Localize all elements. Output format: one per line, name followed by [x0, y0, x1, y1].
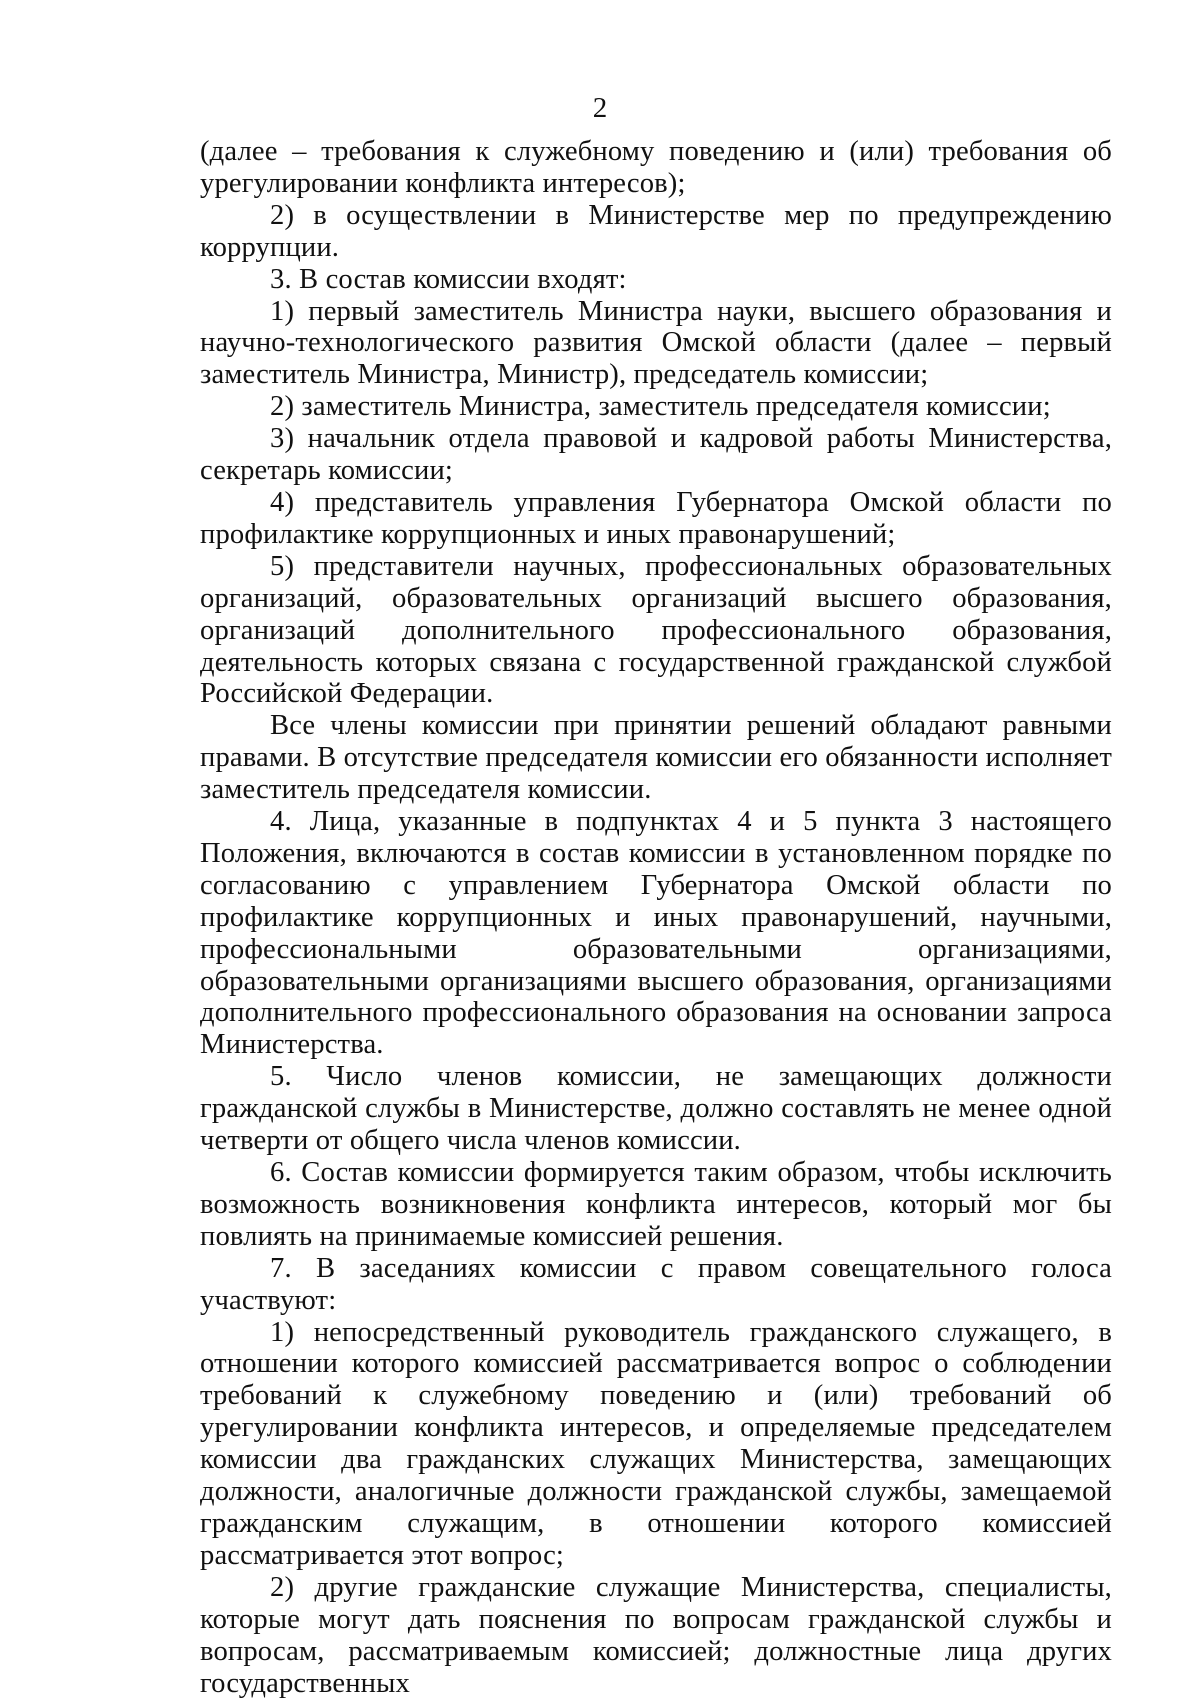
- paragraph-member-organizations: 5) представители научных, профессиональных образовательных организаций, образовательных организаций высшего образования, организаций дополнительного профессионального образования, деятельность которых связана с государственной гражданской службой Российской Федерации.: [200, 550, 1112, 710]
- paragraph-section-6: 6. Состав комиссии формируется таким образом, чтобы исключить возможность возникновения конфликта интересов, который мог бы повлиять на принимаемые комиссией решения.: [200, 1157, 1112, 1252]
- document-body: [200, 136, 1112, 1699]
- paragraph-advisory-supervisor: 1) непосредственный руководитель гражданского служащего, в отношении которого комиссией рассматривается вопрос о соблюдении требований к служебному поведению и (или) требований об урегулировании конфликта интересов, и определяемые председателем комиссии два гражданских служащих Министерства, замещающих должности, аналогичные должности гражданской службы, замещаемой гражданским служащим, в отношении которого комиссией рассматривается этот вопрос;: [200, 1316, 1112, 1571]
- paragraph-advisory-other-staff: 2) другие гражданские служащие Министерства, специалисты, которые могут дать пояснения по вопросам гражданской службы и вопросам, рассматриваемым комиссией; должностные лица других государственных: [200, 1571, 1112, 1699]
- paragraph-section-7-heading: 7. В заседаниях комиссии с правом совещательного голоса участвуют:: [200, 1252, 1112, 1316]
- paragraph-item-2-corruption-prevention: 2) в осуществлении в Министерстве мер по предупреждению коррупции.: [200, 199, 1112, 263]
- paragraph-member-deputy: 2) заместитель Министра, заместитель председателя комиссии;: [270, 391, 1051, 423]
- paragraph-member-secretary: 3) начальник отдела правовой и кадровой работы Министерства, секретарь комиссии;: [200, 423, 1112, 487]
- paragraph-section-5: 5. Число членов комиссии, не замещающих должности гражданской службы в Министерстве, должно составлять не менее одной четверти от общего числа членов комиссии.: [200, 1061, 1112, 1157]
- paragraph-equal-rights: Все члены комиссии при принятии решений обладают равными правами. В отсутствие председателя комиссии его обязанности исполняет заместитель председателя комиссии.: [200, 710, 1113, 806]
- paragraph-member-first-deputy: 1) первый заместитель Министра науки, высшего образования и научно-технологического развития Омской области (далее – первый заместитель Министра, Министр), председатель комиссии;: [200, 295, 1112, 391]
- paragraph-continuation: (далее – требования к служебному поведению и (или) требования об урегулировании конфликта интересов);: [200, 136, 1112, 199]
- page-number: 2: [592, 92, 608, 124]
- paragraph-member-governor-office: 4) представитель управления Губернатора Омской области по профилактике коррупционных и иных правонарушений;: [200, 486, 1112, 550]
- paragraph-section-3-heading: 3. В состав комиссии входят:: [270, 263, 627, 295]
- paragraph-section-4: 4. Лица, указанные в подпунктах 4 и 5 пункта 3 настоящего Положения, включаются в состав комиссии в установленном порядке по согласованию с управлением Губернатора Омской области по профилактике коррупционных и иных правонарушений, научными, профессиональными образовательными организациями, образовательными организациями высшего образования, организациями дополнительного профессионального образования на основании запроса Министерства.: [200, 806, 1112, 1061]
